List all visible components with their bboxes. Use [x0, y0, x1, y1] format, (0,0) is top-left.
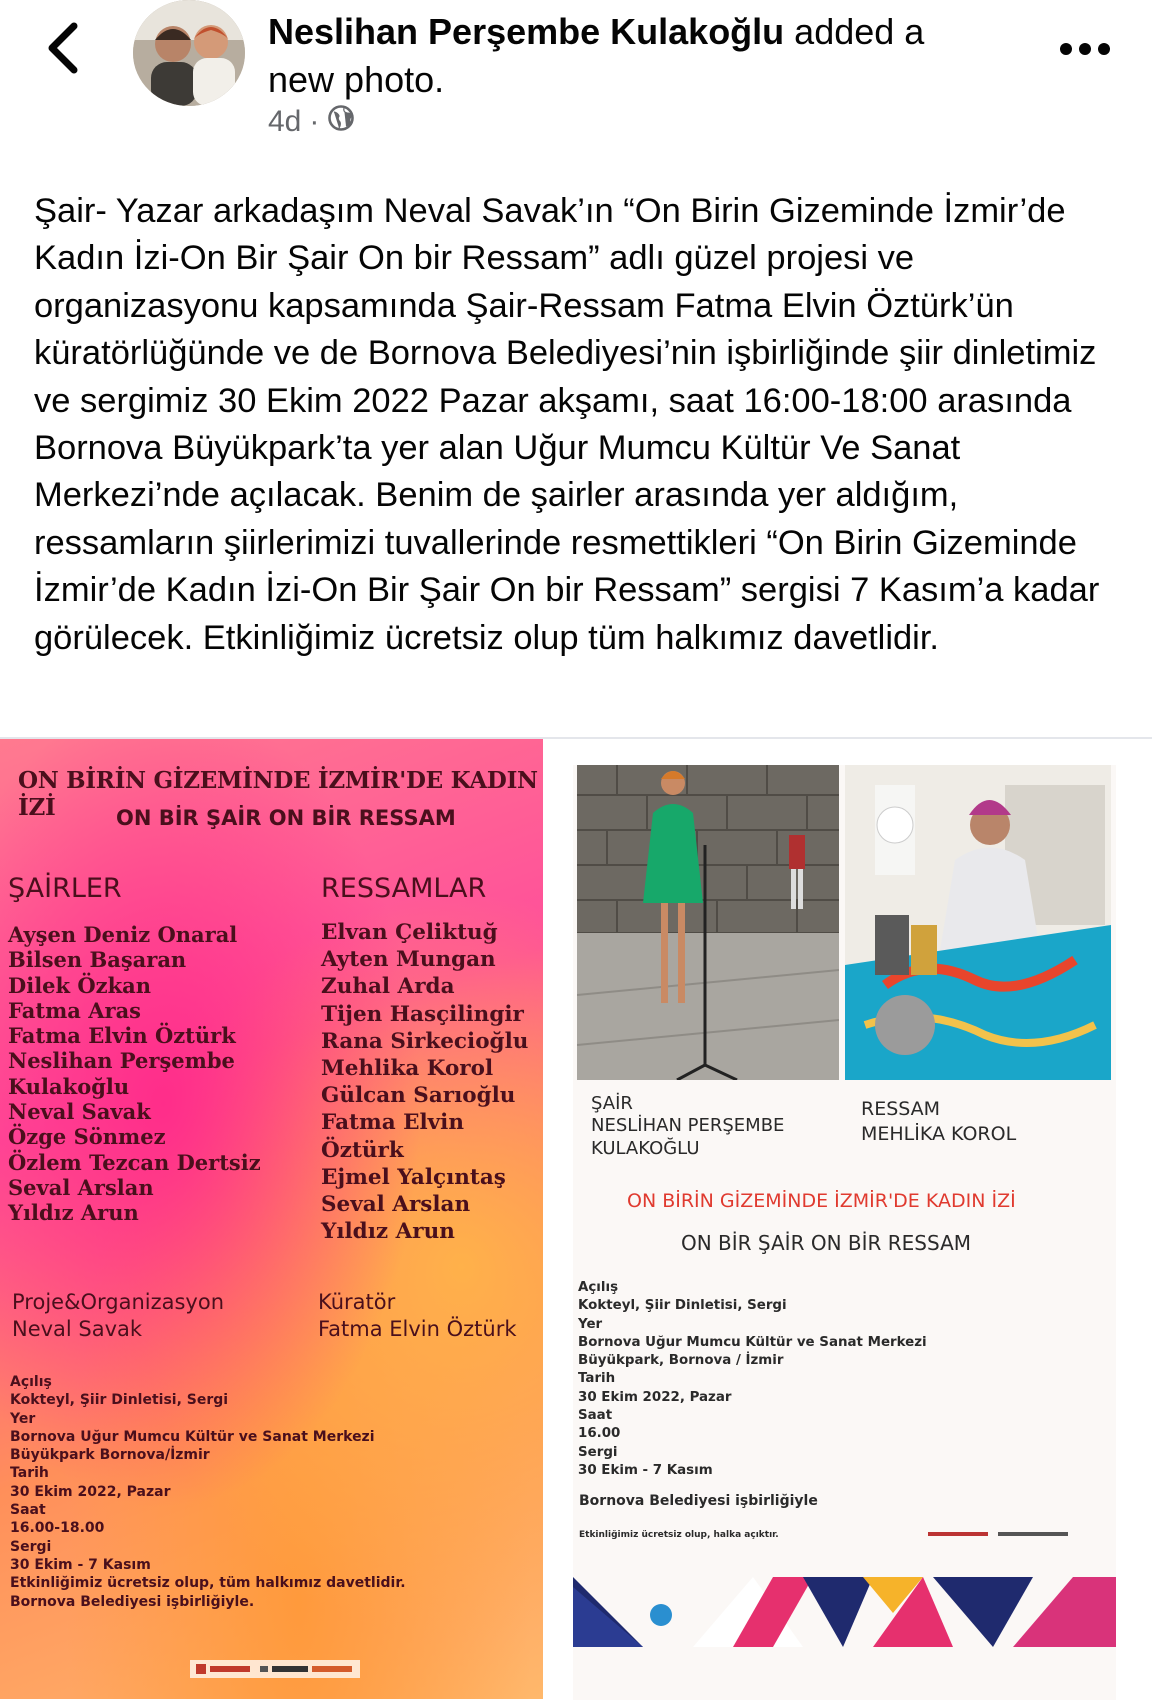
info-line: Saat: [578, 1408, 613, 1424]
info-line: Saat: [10, 1502, 46, 1519]
info-line: Tarih: [10, 1465, 49, 1482]
info-line: Bornova Belediyesi işbirliğiyle.: [10, 1593, 255, 1610]
list-item: Yıldız Arun: [8, 1200, 139, 1226]
poet-name-line2: KULAKOĞLU: [591, 1138, 700, 1159]
info-line: 30 Ekim 2022, Pazar: [578, 1389, 732, 1405]
painters-heading: RESSAMLAR: [321, 873, 487, 904]
more-horizontal-icon[interactable]: [1058, 38, 1112, 60]
info-line: Tarih: [578, 1371, 616, 1387]
event-info: [578, 1279, 927, 1480]
painter-photo: [845, 765, 1111, 1080]
info-line: 30 Ekim - 7 Kasım: [578, 1462, 713, 1478]
list-item: Bilsen Başaran: [8, 947, 187, 973]
poster-left-title: ON BİRİN GİZEMİNDE İZMİR'DE KADIN İZİ: [18, 767, 538, 821]
poster-left-subtitle: ON BİR ŞAİR ON BİR RESSAM: [116, 806, 456, 830]
info-line: Açılış: [578, 1280, 619, 1295]
info-line: Bornova Uğur Mumcu Kültür ve Sanat Merkezi: [578, 1334, 927, 1350]
list-item: Mehlika Korol: [321, 1056, 494, 1082]
cooperation-text: Bornova Belediyesi işbirliğiyle: [579, 1493, 818, 1509]
list-item: Elvan Çeliktuğ: [321, 920, 498, 945]
sponsor-logos: [928, 1527, 1078, 1539]
meta-separator: ·: [309, 105, 320, 138]
painter-role: RESSAM: [861, 1098, 941, 1120]
project-label: Proje&Organizasyon: [12, 1290, 224, 1314]
event-info: [10, 1373, 406, 1611]
sponsor-logos: [190, 1658, 360, 1680]
poster-right-title: ON BİRİN GİZEMİNDE İZMİR'DE KADIN İZİ: [627, 1190, 1016, 1212]
post-author-line: [268, 8, 988, 104]
poster-left[interactable]: [0, 739, 543, 1699]
poets-list: [8, 922, 261, 1226]
chevron-left-icon[interactable]: [40, 20, 90, 76]
poet-role: ŞAİR: [591, 1093, 633, 1114]
info-line: 16.00-18.00: [10, 1520, 105, 1537]
list-item: Yıldız Arun: [321, 1219, 455, 1245]
list-item: Zuhal Arda: [321, 974, 455, 1000]
list-item: Kulakoğlu: [8, 1073, 130, 1099]
list-item: Gülcan Sarıoğlu: [321, 1083, 516, 1109]
info-line: Bornova Uğur Mumcu Kültür ve Sanat Merkezi: [10, 1428, 375, 1445]
poster-right-subtitle: ON BİR ŞAİR ON BİR RESSAM: [681, 1231, 971, 1255]
list-item: Fatma Elvin Öztürk: [8, 1023, 236, 1049]
list-item: Ejmel Yalçıntaş: [321, 1164, 506, 1190]
info-line: Büyükpark, Bornova / İzmir: [578, 1353, 784, 1369]
info-line: Kokteyl, Şiir Dinletisi, Sergi: [10, 1392, 229, 1409]
info-line: 30 Ekim 2022, Pazar: [10, 1483, 171, 1500]
list-item: Rana Sirkecioğlu: [321, 1028, 529, 1054]
poet-name: NESLİHAN PERŞEMBE: [591, 1115, 785, 1136]
curator-name: Fatma Elvin Öztürk: [318, 1317, 517, 1341]
list-item: Dilek Özkan: [8, 972, 152, 998]
list-item: Seval Arslan: [8, 1174, 154, 1200]
list-item: Özge Sönmez: [8, 1124, 166, 1150]
list-item: Ayten Mungan: [321, 947, 496, 973]
curator-label: Küratör: [318, 1290, 396, 1314]
info-line: Yer: [578, 1316, 603, 1332]
avatar[interactable]: [133, 0, 245, 106]
info-line: Açılış: [10, 1374, 52, 1390]
post-time[interactable]: 4d: [268, 105, 302, 138]
info-line: Yer: [10, 1410, 36, 1427]
list-item: Neval Savak: [8, 1099, 151, 1125]
list-item: Neslihan Perşembe: [8, 1048, 235, 1074]
project-name: Neval Savak: [12, 1317, 143, 1341]
info-line: Sergi: [578, 1444, 618, 1460]
info-line: Etkinliğimiz ücretsiz olup, tüm halkımız davetlidir.: [10, 1575, 406, 1592]
list-item: Fatma Elvin Öztürk: [321, 1110, 464, 1163]
poet-photo: [577, 765, 839, 1080]
info-line: 16.00: [578, 1426, 621, 1442]
info-line: Sergi: [10, 1538, 52, 1555]
list-item: Seval Arslan: [321, 1192, 471, 1218]
free-note: Etkinliğimiz ücretsiz olup, halka açıktır.: [579, 1530, 779, 1540]
post-meta: [268, 104, 355, 140]
info-line: 30 Ekim - 7 Kasım: [10, 1556, 151, 1573]
post-caption: Şair- Yazar arkadaşım Neval Savak’ın “On Birin Gizeminde İzmir’de Kadın İzi-On Bir Şair On bir Ressam” adlı güzel projesi ve organizasyonu kapsamında Şair-Ressam Fatma Elvin Öztürk’ün küratörlüğünde ve de Bornova Belediyesi’nin işbirliğinde şiir dinletimiz ve sergimiz 30 Ekim 2022 Pazar akşamı, saat 16:00-18:00 arasında Bornova Büyükpark’ta yer alan Uğur Mumcu Kültür Ve Sanat Merkezi’nde açılacak. Benim de şairler arasında yer aldığım, ressamların şiirlerimizi tuvallerinde resmettikleri “On Birin Gizeminde İzmir’de Kadın İzi-On Bir Şair On bir Ressam” sergisi 7 Kasım’a kadar görülecek. Etkinliğimiz ücretsiz olup tüm halkımız davetlidir.: [34, 192, 1100, 657]
author-name[interactable]: Neslihan Perşembe Kulakoğlu: [268, 11, 785, 52]
painters-list: [321, 919, 543, 1245]
poster-right[interactable]: [573, 765, 1116, 1700]
post-header: [0, 0, 1152, 170]
post-action-text: added a new photo.: [268, 11, 925, 100]
poets-heading: ŞAİRLER: [8, 873, 122, 904]
info-line: Büyükpark Bornova/İzmir: [10, 1447, 210, 1464]
list-item: Ayşen Deniz Onaral: [8, 922, 238, 947]
globe-icon[interactable]: [327, 104, 355, 140]
decorative-triangles: [573, 1577, 1116, 1700]
painter-name: MEHLİKA KOROL: [861, 1123, 1017, 1145]
info-line: Kokteyl, Şiir Dinletisi, Sergi: [578, 1298, 787, 1314]
list-item: Tijen Hasçilingir: [321, 1001, 524, 1027]
list-item: Fatma Aras: [8, 997, 141, 1023]
list-item: Özlem Tezcan Dertsiz: [8, 1149, 261, 1175]
